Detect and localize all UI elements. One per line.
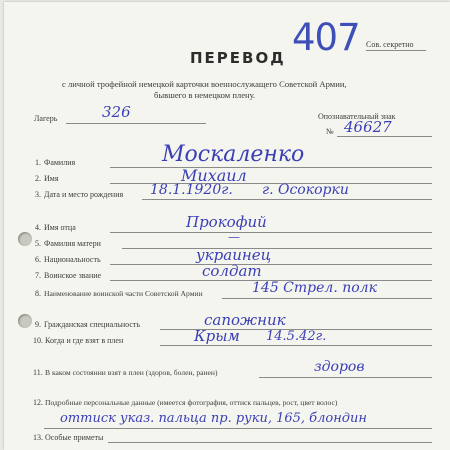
unit-value: 145 Стрел. полк — [252, 280, 377, 296]
personal-data-label: Подробные персональные данные (имеется фотография, оттиск пальцев, рост, цвет волос) — [45, 398, 338, 407]
field-number: 4. — [35, 223, 41, 232]
field-number: 1. — [35, 158, 41, 167]
field-number: 13. — [33, 433, 43, 442]
nationality-value: украинец — [196, 246, 272, 264]
condition-label: В каком состоянии взят в плен (здоров, болен, ранен) — [45, 368, 218, 377]
surname-value: Москаленко — [162, 142, 305, 167]
camp-label: Лагерь — [34, 114, 58, 123]
field-number: 5. — [35, 239, 41, 248]
field-number: 7. — [35, 271, 41, 280]
personal-data-value: оттиск указ. пальца пр. руки, 165, блондин — [60, 411, 367, 426]
first-name-value: Михаил — [181, 166, 247, 185]
birth-place-value: г. Осокорки — [262, 182, 349, 198]
field-number: 12. — [33, 398, 43, 407]
condition-value: здоров — [314, 359, 365, 375]
field-number: 6. — [35, 255, 41, 264]
civil-specialty-label: Гражданская специальность — [44, 320, 141, 329]
field-number: 3. — [35, 190, 41, 199]
document-subtitle-line2: бывшего в немецком плену. — [154, 90, 256, 100]
rank-label: Воинское звание — [44, 271, 102, 280]
document-title: ПЕРЕВОД — [190, 49, 286, 67]
father-name-label: Имя отца — [44, 223, 76, 232]
birth-label: Дата и место рождения — [44, 190, 124, 199]
document-subtitle-line1: с личной трофейной немецкой карточки военнослужащего Советской Армии, — [62, 79, 347, 89]
id-tag-prefix: № — [326, 127, 334, 136]
captured-date-value: 14.5.42г. — [266, 329, 327, 344]
punch-hole-lower — [18, 314, 32, 328]
field-number: 10. — [33, 336, 43, 345]
punch-hole-upper — [18, 232, 32, 246]
first-name-label: Имя — [44, 174, 59, 183]
mother-surname-value: — — [228, 230, 240, 244]
father-name-value: Прокофий — [186, 213, 267, 231]
id-tag-value: 46627 — [344, 118, 392, 136]
camp-value: 326 — [102, 103, 131, 121]
field-number: 2. — [35, 174, 41, 183]
birth-date-value: 18.1.1920г. — [150, 182, 233, 198]
special-marks-label: Особые приметы — [45, 433, 104, 442]
captured-place-value: Крым — [194, 327, 240, 345]
mother-surname-label: Фамилия матери — [44, 239, 101, 248]
rank-value: солдат — [202, 262, 262, 280]
field-number: 9. — [35, 320, 41, 329]
translation-card — [4, 2, 450, 450]
captured-label: Когда и где взят в плен — [45, 336, 124, 345]
archive-number: 407 — [292, 16, 360, 59]
classification-stamp: Сов. секретно — [366, 40, 414, 49]
nationality-label: Национальность — [44, 255, 101, 264]
id-tag-label: Опознавательный знак — [318, 112, 396, 121]
surname-label: Фамилия — [44, 158, 76, 167]
field-number: 8. — [35, 289, 41, 298]
field-number: 11. — [33, 368, 43, 377]
unit-label: Наименование воинской части Советской Армии — [44, 289, 203, 298]
civil-specialty-value: сапожник — [204, 311, 286, 329]
